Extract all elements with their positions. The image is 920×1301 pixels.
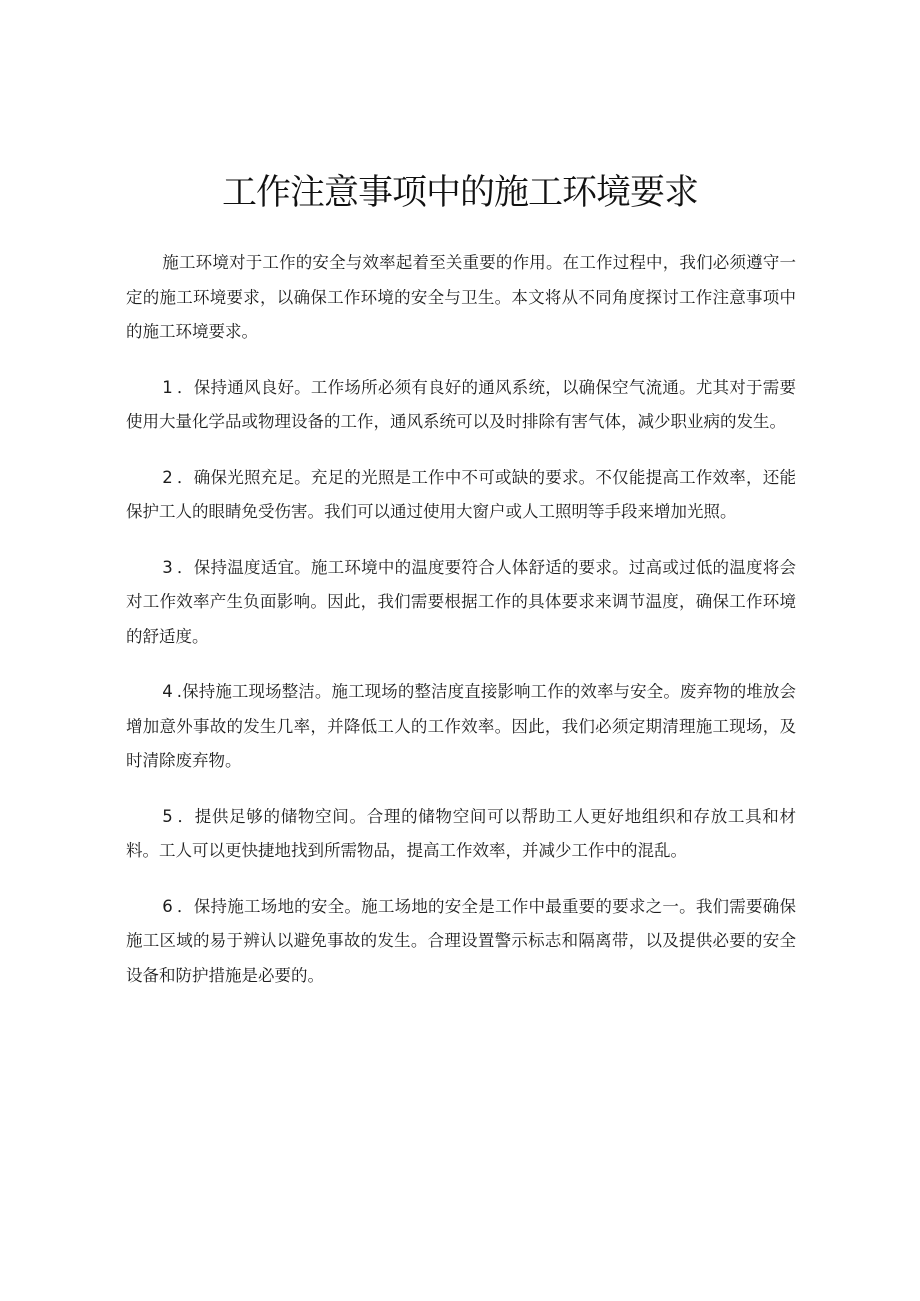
item-number: 5 <box>162 806 173 826</box>
item-text: ．保持温度适宜。施工环境中的温度要符合人体舒适的要求。过高或过低的温度将会对工作效率产生负面影响。因此，我们需要根据工作的具体要求来调节温度，确保工作环境的舒适度。 <box>126 557 796 646</box>
intro-paragraph: 施工环境对于工作的安全与效率起着至关重要的作用。在工作过程中，我们必须遵守一定的施工环境要求，以确保工作环境的安全与卫生。本文将从不同角度探讨工作注意事项中的施工环境要求。 <box>126 253 796 341</box>
list-item <box>126 675 796 779</box>
item-text: ．提供足够的储物空间。合理的储物空间可以帮助工人更好地组织和存放工具和材料。工人可以更快捷地找到所需物品，提高工作效率，并减少工作中的混乱。 <box>126 806 796 860</box>
list-item <box>126 551 796 655</box>
item-text: .保持施工现场整洁。施工现场的整洁度直接影响工作的效率与安全。废弃物的堆放会增加意外事故的发生几率，并降低工人的工作效率。因此，我们必须定期清理施工现场，及时清除废弃物。 <box>126 682 796 770</box>
item-number: 6 <box>162 896 173 916</box>
item-text: ．保持通风良好。工作场所必须有良好的通风系统，以确保空气流通。尤其对于需要使用大量化学品或物理设备的工作，通风系统可以及时排除有害气体，减少职业病的发生。 <box>126 377 796 431</box>
document-title: 工作注意事项中的施工环境要求 <box>221 173 698 213</box>
item-number: 4 <box>162 682 173 701</box>
item-text: ．保持施工场地的安全。施工场地的安全是工作中最重要的要求之一。我们需要确保施工区域的易于辨认以避免事故的发生。合理设置警示标志和隔离带，以及提供必要的安全设备和防护措施是必要的。 <box>126 896 796 985</box>
item-number: 3 <box>162 557 173 577</box>
list-item <box>126 461 796 530</box>
list-item <box>126 800 796 869</box>
document-body <box>126 246 796 1014</box>
item-text: ．确保光照充足。充足的光照是工作中不可或缺的要求。不仅能提高工作效率，还能保护工人的眼睛免受伤害。我们可以通过使用大窗户或人工照明等手段来增加光照。 <box>126 467 796 521</box>
item-number: 1 <box>162 377 173 397</box>
item-number: 2 <box>162 467 173 487</box>
list-item <box>126 890 796 994</box>
list-item <box>126 371 796 440</box>
